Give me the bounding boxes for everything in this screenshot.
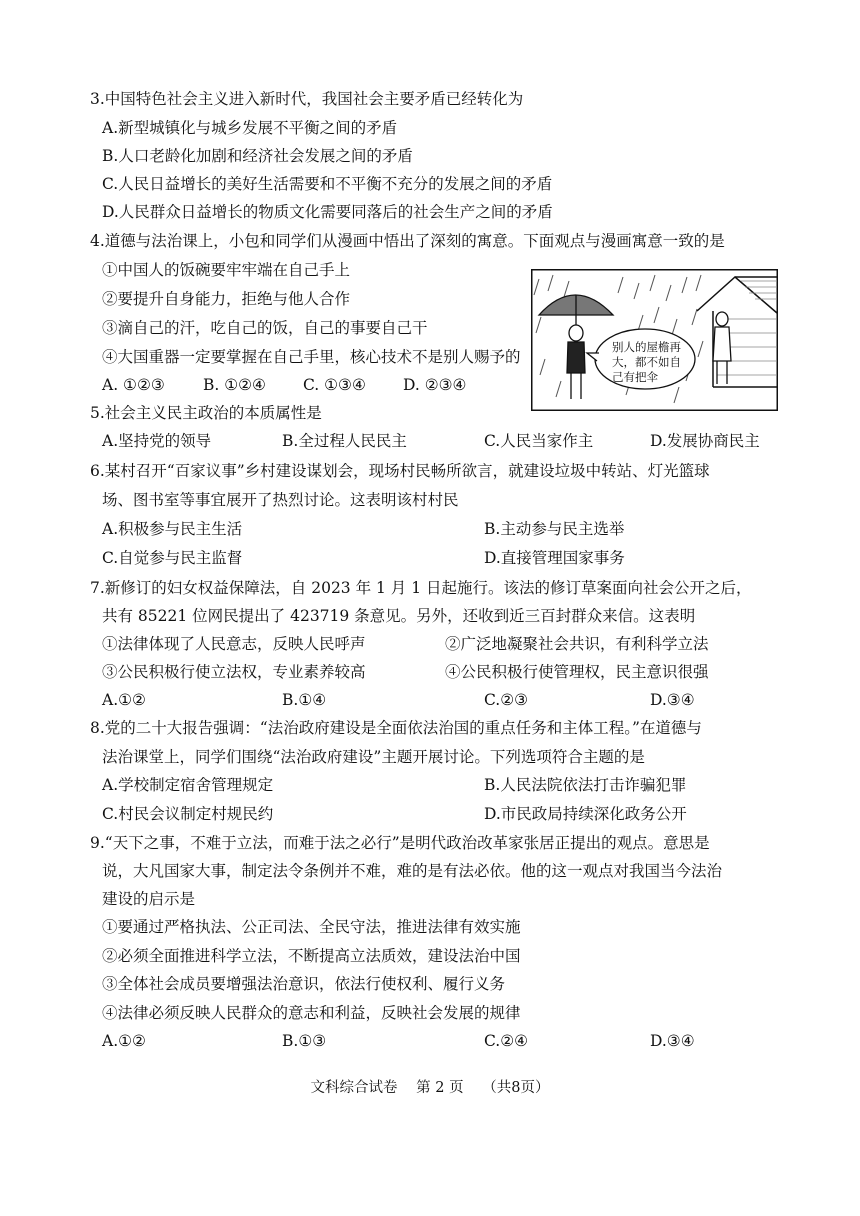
q9-statement-4: ④法律必须反映人民群众的意志和利益，反映社会发展的规律 [102,1004,521,1022]
q7-statement-3: ③公民积极行使立法权，专业素养较高 [102,663,366,681]
q9-stem-line-1: 9.“天下之事，不难于立法，而难于法之必行”是明代政治改革家张居正提出的观点。意思是 [90,834,710,852]
q5-choice-a: A.坚持党的领导 [102,432,212,450]
q4-choice-a: A. ①②③ [102,376,165,394]
q8-choice-c: C.村民会议制定村规民约 [102,805,274,823]
q9-choice-c: C.②④ [484,1032,529,1050]
q4-choice-c: C. ①③④ [303,376,366,394]
q4-statement-4: ④大国重器一定要掌握在自己手里，核心技术不是别人赐予的 [102,348,521,366]
q6-choice-b: B.主动参与民主选举 [484,520,625,538]
q7-stem-line-1: 7.新修订的妇女权益保障法，自 2023 年 1 月 1 日起施行。该法的修订草案面向社会公开之后， [90,579,752,597]
bubble-line-1: 别人的屋檐再 [612,340,681,354]
q7-choice-b: B.①④ [282,691,327,709]
q7-statement-2: ②广泛地凝聚社会共识，有利科学立法 [445,635,709,653]
q6-stem-line-1: 6.某村召开“百家议事”乡村建设谋划会，现场村民畅所欲言，就建设垃圾中转站、灯光篮球 [90,462,710,480]
q3-option-c: C.人民日益增长的美好生活需要和不平衡不充分的发展之间的矛盾 [102,175,553,193]
q9-choice-d: D.③④ [650,1032,695,1050]
q4-statement-1: ①中国人的饭碗要牢牢端在自己手上 [102,261,351,279]
q8-choice-d: D.市民政局持续深化政务公开 [484,805,687,823]
q9-statement-1: ①要通过严格执法、公正司法、全民守法，推进法律有效实施 [102,918,521,936]
q8-stem-line-2: 法治课堂上，同学们围绕“法治政府建设”主题开展讨论。下列选项符合主题的是 [102,748,645,766]
q5-stem: 5.社会主义民主政治的本质属性是 [90,404,322,422]
bubble-line-2: 大，都不如自 [612,355,681,369]
q9-stem-line-3: 建设的启示是 [102,890,196,908]
q3-option-a: A.新型城镇化与城乡发展不平衡之间的矛盾 [102,119,398,137]
q4-statement-2: ②要提升自身能力，拒绝与他人合作 [102,290,351,308]
q9-choice-b: B.①③ [282,1032,327,1050]
q7-choice-d: D.③④ [650,691,695,709]
q4-stem: 4.道德与法治课上，小包和同学们从漫画中悟出了深刻的寓意。下面观点与漫画寓意一致的是 [90,232,725,250]
q5-choice-b: B.全过程人民民主 [282,432,407,450]
q6-choice-d: D.直接管理国家事务 [484,549,625,567]
q9-stem-line-2: 说，大凡国家大事，制定法令条例并不难，难的是有法必依。他的这一观点对我国当今法治 [102,862,723,880]
q7-choice-c: C.②③ [484,691,529,709]
q7-statement-1: ①法律体现了人民意志，反映人民呼声 [102,635,366,653]
q8-choice-a: A.学校制定宿舍管理规定 [102,776,274,794]
footer-page-total: （共8页） [482,1080,550,1096]
q3-option-b: B.人口老龄化加剧和经济社会发展之间的矛盾 [102,147,413,165]
q5-choice-c: C.人民当家作主 [484,432,594,450]
q7-statement-4: ④公民积极行使管理权，民主意识很强 [445,663,709,681]
q6-stem-line-2: 场、图书室等事宜展开了热烈讨论。这表明该村村民 [102,491,459,509]
q3-option-d: D.人民群众日益增长的物质文化需要同落后的社会生产之间的矛盾 [102,203,553,221]
q4-choice-b: B. ①②④ [203,376,266,394]
q8-stem-line-1: 8.党的二十大报告强调：“法治政府建设是全面依法治国的重点任务和主体工程。”在道德与 [90,719,702,737]
q3-stem: 3.中国特色社会主义进入新时代，我国社会主要矛盾已经转化为 [90,90,524,108]
q9-statement-2: ②必须全面推进科学立法，不断提高立法质效，建设法治中国 [102,947,521,965]
q9-choice-a: A.①② [102,1032,146,1050]
q7-stem-line-2: 共有 85221 位网民提出了 423719 条意见。另外，还收到近三百封群众来信。这表明 [102,607,696,625]
bubble-line-3: 己有把伞 [612,370,658,384]
q7-choice-a: A.①② [102,691,146,709]
q4-statement-3: ③滴自己的汗，吃自己的饭，自己的事要自己干 [102,319,428,337]
footer-page-number: 第 2 页 [416,1080,464,1096]
q5-choice-d: D.发展协商民主 [650,432,760,450]
q6-choice-a: A.积极参与民主生活 [102,520,243,538]
footer-paper-name: 文科综合试卷 [310,1080,398,1096]
q4-choice-d: D. ②③④ [403,376,467,394]
page-footer [0,1076,860,1097]
cartoon-bubble-text [612,340,702,385]
q9-statement-3: ③全体社会成员要增强法治意识，依法行使权利、履行义务 [102,975,506,993]
q8-choice-b: B.人民法院依法打击诈骗犯罪 [484,776,687,794]
q6-choice-c: C.自觉参与民主监督 [102,549,243,567]
